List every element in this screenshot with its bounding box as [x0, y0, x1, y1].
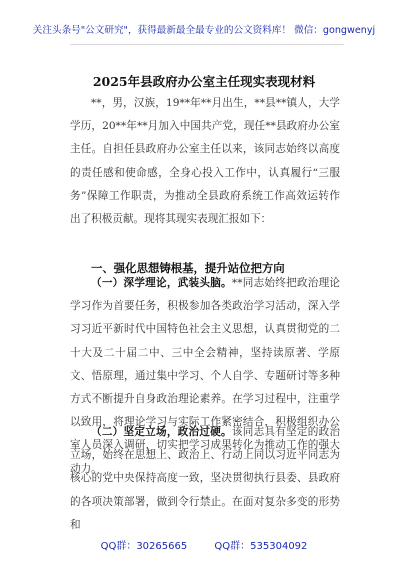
subsection-1-title: （一）深学理论，武装头脑。 — [91, 277, 232, 289]
subsection-2-body: 该同志具有坚定的政治立场，始终在思想上、政治上、行动上同以习近平同志为核心的党中央保持高度一致，坚决贯彻执行县委、县政府的各项决策部署，做到令行禁止。在面对复杂多变的形势和 — [70, 426, 341, 531]
subsection-2-title: （二）坚定立场，政治过硬。 — [91, 426, 232, 438]
section-heading-1: 一、强化思想铸根基，提升站位把方向 — [91, 261, 285, 275]
document-title: 2025年县政府办公室主任现实表现材料 — [92, 74, 316, 89]
footer-qq-group-2: QQ群：535304092 — [214, 541, 308, 552]
footer-contact — [0, 537, 408, 552]
header-divider — [70, 44, 344, 45]
subsection-2-paragraph — [70, 421, 340, 537]
subsection-1-body: **同志始终把政治理论学习作为首要任务，积极参加各类政治学习活动，深入学习习近平新时代中国特色社会主义思想，认真贯彻党的二十大及二十届二中、三中全会精神，坚持读原著、学原文、悟原理，通过集中学习、个人自学、专题研讨等多种方式不断提升自身政治理论素养。在学习过程中，注重学以致用，将理论学习与实际工作紧密结合，积极组织办公室人员深入调研，切实把学习成果转化为推动工作的强大动力。 — [70, 277, 341, 475]
intro-paragraph: **，男，汉族，19**年**月出生，**县**镇人，大学学历，20**年**月加入中国共产党，现任**县政府办公室主任。自担任县政府办公室主任以来，该同志始终以高度的责任感和使命感，全身心投入工作中，认真履行“三服务”保障工作职责，为推动全县政府系统工作高效运转作出了积极贡献。现将其现实表现汇报如下： — [70, 97, 340, 226]
footer-qq-group-1: QQ群：30265665 — [100, 541, 188, 552]
header-promo-note: 关注头条号"公文研究"，获得最新最全最专业的公文资料库！ 微信：gongwenyj — [32, 25, 376, 36]
